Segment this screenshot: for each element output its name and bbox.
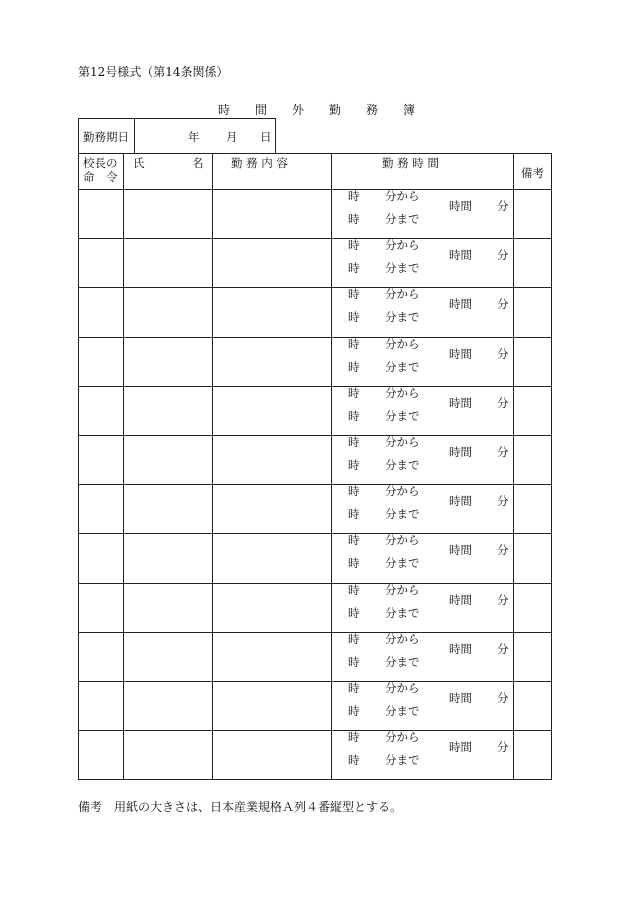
row-divider [79,435,551,436]
start-minute-label: 分から [385,287,420,302]
end-hour-label: 時 [348,556,360,571]
start-minute-label: 分から [385,681,420,695]
column-divider [123,154,124,779]
start-minute-label: 分から [385,238,420,253]
end-hour-label: 時 [348,753,360,768]
start-hour-label: 時 [348,238,360,253]
duration-hours-label: 時間 [449,395,472,410]
start-hour-label: 時 [348,336,360,351]
row-divider [79,681,551,682]
header-remarks: 備考 [521,166,544,180]
end-minute-label: 分まで [385,212,420,226]
footnote: 備考 用紙の大きさは、日本産業規格Ａ列４番縦型とする。 [78,800,403,814]
duration-hours-label: 時間 [449,494,472,509]
duration-minutes-label: 分 [497,395,509,410]
duration-minutes-label: 分 [497,543,509,558]
start-minute-label: 分から [385,533,420,548]
start-minute-label: 分から [385,336,420,351]
header-work-time: 勤 務 時 間 [382,156,439,170]
start-minute-label: 分から [385,484,420,499]
duration-hours-label: 時間 [449,199,472,213]
start-minute-label: 分から [385,730,420,745]
title-char: 外 [292,103,305,117]
duration-hours-label: 時間 [449,691,472,705]
duration-hours-label: 時間 [449,592,472,607]
header-principal-order-line1: 校長の [83,156,118,170]
duration-minutes-label: 分 [497,297,509,312]
end-hour-label: 時 [348,408,360,423]
column-divider [331,154,332,779]
header-work-content: 勤 務 内 容 [231,156,288,170]
duration-minutes-label: 分 [497,641,509,656]
title-char: 簿 [403,103,416,117]
work-date-label: 勤務期日 [83,130,129,144]
date-month-label: 月 [226,130,238,144]
date-box-divider [134,119,135,153]
end-hour-label: 時 [348,212,360,226]
row-divider [79,287,551,288]
row-divider [79,238,551,239]
start-hour-label: 時 [348,681,360,695]
end-hour-label: 時 [348,458,360,472]
overtime-table [78,153,552,780]
row-divider [79,386,551,387]
end-minute-label: 分まで [385,310,420,325]
title-char: 勤 [329,103,342,117]
end-hour-label: 時 [348,605,360,620]
row-divider [79,730,551,731]
header-name-char2: 名 [192,156,204,170]
end-minute-label: 分まで [385,654,420,669]
start-minute-label: 分から [385,435,420,449]
start-minute-label: 分から [385,631,420,646]
duration-minutes-label: 分 [497,592,509,607]
title-char: 務 [366,103,379,117]
start-hour-label: 時 [348,484,360,499]
end-minute-label: 分まで [385,556,420,571]
row-divider [79,632,551,633]
row-divider [79,583,551,584]
end-minute-label: 分まで [385,605,420,620]
date-day-label: 日 [260,130,272,144]
end-hour-label: 時 [348,654,360,669]
start-minute-label: 分から [385,189,420,203]
duration-minutes-label: 分 [497,199,509,213]
duration-minutes-label: 分 [497,445,509,459]
end-hour-label: 時 [348,507,360,522]
form-number-label: 第12号様式（第14条関係） [78,65,229,79]
start-hour-label: 時 [348,730,360,745]
row-divider [79,189,551,190]
duration-minutes-label: 分 [497,494,509,509]
duration-hours-label: 時間 [449,740,472,755]
header-principal-order-line2: 命 令 [83,170,118,184]
end-minute-label: 分まで [385,507,420,522]
end-hour-label: 時 [348,704,360,718]
duration-minutes-label: 分 [497,248,509,263]
start-hour-label: 時 [348,189,360,203]
row-divider [79,484,551,485]
start-hour-label: 時 [348,435,360,449]
duration-hours-label: 時間 [449,445,472,459]
end-minute-label: 分まで [385,704,420,718]
start-hour-label: 時 [348,287,360,302]
end-hour-label: 時 [348,359,360,374]
column-divider [212,154,213,779]
end-minute-label: 分まで [385,753,420,768]
date-year-label: 年 [188,130,200,144]
end-minute-label: 分まで [385,359,420,374]
duration-hours-label: 時間 [449,248,472,263]
start-minute-label: 分から [385,385,420,400]
start-hour-label: 時 [348,385,360,400]
row-divider [79,533,551,534]
duration-hours-label: 時間 [449,346,472,361]
duration-hours-label: 時間 [449,543,472,558]
column-divider [513,154,514,779]
start-minute-label: 分から [385,582,420,597]
end-minute-label: 分まで [385,261,420,276]
end-hour-label: 時 [348,261,360,276]
start-hour-label: 時 [348,582,360,597]
end-minute-label: 分まで [385,458,420,472]
start-hour-label: 時 [348,631,360,646]
duration-minutes-label: 分 [497,691,509,705]
header-name-char1: 氏 [133,156,145,170]
work-date-box [78,118,276,153]
duration-hours-label: 時間 [449,297,472,312]
end-hour-label: 時 [348,310,360,325]
title-char: 間 [255,103,268,117]
row-divider [79,337,551,338]
end-minute-label: 分まで [385,408,420,423]
duration-hours-label: 時間 [449,641,472,656]
duration-minutes-label: 分 [497,346,509,361]
title-char: 時 [218,103,231,117]
duration-minutes-label: 分 [497,740,509,755]
start-hour-label: 時 [348,533,360,548]
